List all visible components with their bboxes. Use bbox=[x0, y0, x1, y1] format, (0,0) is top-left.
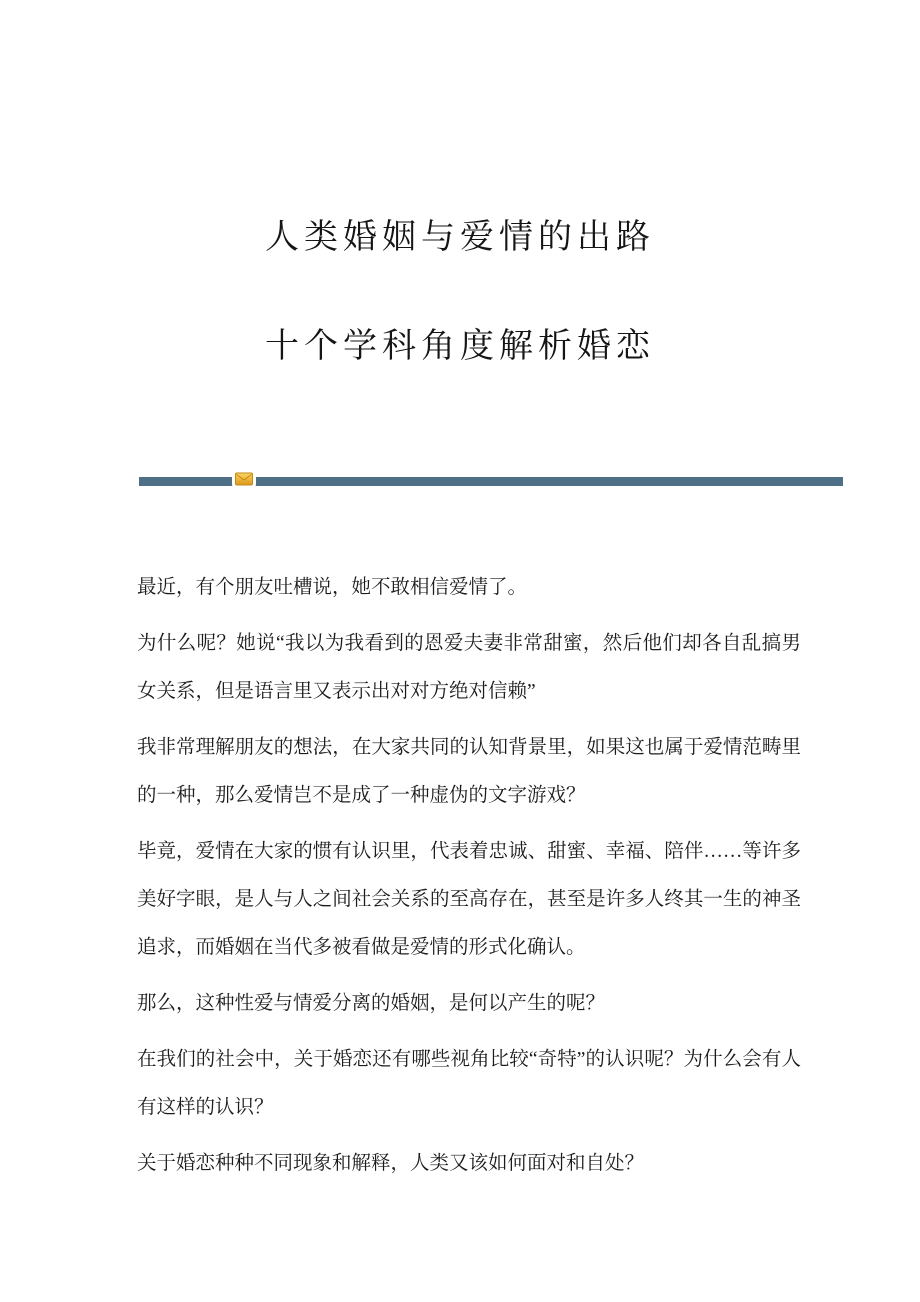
document-title-line2: 十个学科角度解析婚恋 bbox=[265, 328, 655, 365]
paragraph: 毕竟，爱情在大家的惯有认识里，代表着忠诚、甜蜜、幸福、陪伴……等许多美好字眼，是人与人之间社会关系的至高存在，甚至是许多人终其一生的神圣追求，而婚姻在当代多被看做是爱情的形式化确认。 bbox=[137, 841, 801, 958]
envelope-icon bbox=[235, 472, 253, 486]
paragraph: 我非常理解朋友的想法，在大家共同的认知背景里，如果这也属于爱情范畴里的一种，那么爱情岂不是成了一种虚伪的文字游戏？ bbox=[137, 737, 801, 806]
document-title-line1: 人类婚姻与爱情的出路 bbox=[265, 219, 655, 256]
paragraph: 那么，这种性爱与情爱分离的婚姻，是何以产生的呢？ bbox=[137, 993, 606, 1014]
paragraph: 关于婚恋种种不同现象和解释，人类又该如何面对和自处？ bbox=[137, 1153, 645, 1174]
paragraph: 在我们的社会中，关于婚恋还有哪些视角比较“奇特”的认识呢？为什么会有人有这样的认识？ bbox=[137, 1049, 801, 1118]
paragraph: 最近，有个朋友吐槽说，她不敢相信爱情了。 bbox=[137, 577, 528, 598]
paragraph: 为什么呢？她说“我以为我看到的恩爱夫妻非常甜蜜，然后他们却各自乱搞男女关系，但是语言里又表示出对对方绝对信赖” bbox=[137, 633, 801, 702]
article-body bbox=[137, 564, 801, 1196]
